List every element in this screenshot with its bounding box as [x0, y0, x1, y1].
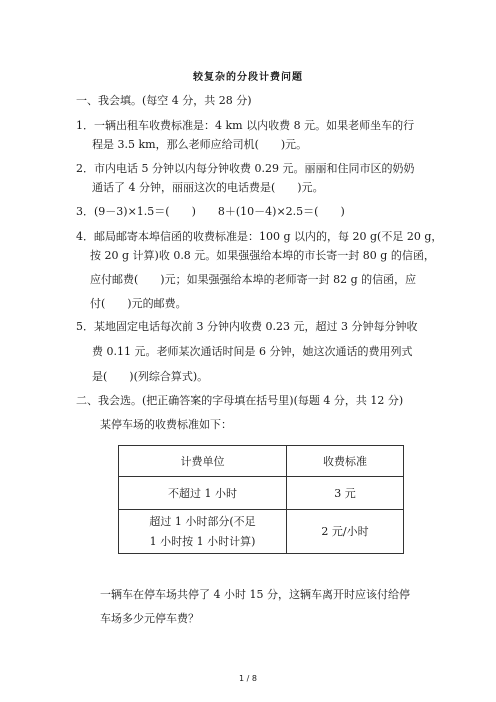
q4-line4: 付( )元的邮费。 [90, 297, 187, 310]
table-cell: 2 元/小时 [287, 510, 404, 554]
q5-line1: 5．某地固定电话每次前 3 分钟内收费 0.23 元，超过 3 分钟每分钟收 [76, 320, 418, 333]
table-header-cell: 计费单位 [119, 446, 287, 477]
parking-fee-table [118, 445, 404, 554]
q4-line3: 应付邮费( )元；如果强强给本埠的老师寄一封 82 g 的信函，应 [90, 273, 417, 286]
table-header-cell: 收费标准 [287, 446, 404, 477]
table-header-row [119, 446, 404, 477]
q1-line2: 程是 3.5 km，那么老师应给司机( )元。 [92, 138, 308, 151]
q4-line2: 按 20 g 计算)收 0.8 元。如果强强给本埠的市长寄一封 80 g 的信函， [90, 249, 435, 262]
q4-line1: 4．邮局邮寄本埠信函的收费标准是：100 g 以内的，每 20 g(不足 20 g， [76, 230, 443, 243]
table-row [119, 510, 404, 554]
page-number: 1 / 8 [239, 674, 257, 683]
table-row [119, 477, 404, 510]
question-line1: 一辆车在停车场共停了 4 小时 15 分，这辆车离开时应该付给停 [100, 588, 410, 601]
q5-line3: 是( )(列综合算式)。 [92, 370, 209, 383]
q3-line: 3．(9－3)×1.5＝( ) 8＋(10－4)×2.5＝( ) [76, 205, 345, 218]
section2-heading: 二、我会选。(把正确答案的字母填在括号里)(每题 4 分，共 12 分) [76, 394, 404, 407]
q2-line1: 2．市内电话 5 分钟以内每分钟收费 0.29 元。丽丽和住同市区的奶奶 [76, 162, 415, 175]
page-title: 较复杂的分段计费问题 [193, 72, 303, 83]
q5-line2: 费 0.11 元。老师某次通话时间是 6 分钟，她这次通话的费用列式 [92, 345, 413, 358]
table-cell [119, 510, 287, 554]
table-intro: 某停车场的收费标准如下： [100, 418, 232, 431]
table-cell: 不超过 1 小时 [119, 477, 287, 510]
section1-heading: 一、我会填。(每空 4 分，共 28 分) [76, 94, 252, 107]
table-cell-line: 1 小时按 1 小时计算) [149, 534, 256, 548]
table-cell-line: 超过 1 小时部分(不足 [149, 514, 256, 528]
table-cell: 3 元 [287, 477, 404, 510]
q1-line1: 1．一辆出租车收费标准是：4 km 以内收费 8 元。如果老师坐车的行 [76, 119, 415, 132]
question-line2: 车场多少元停车费？ [100, 612, 199, 625]
q2-line2: 通话了 4 分钟，丽丽这次的电话费是( )元。 [92, 181, 324, 194]
